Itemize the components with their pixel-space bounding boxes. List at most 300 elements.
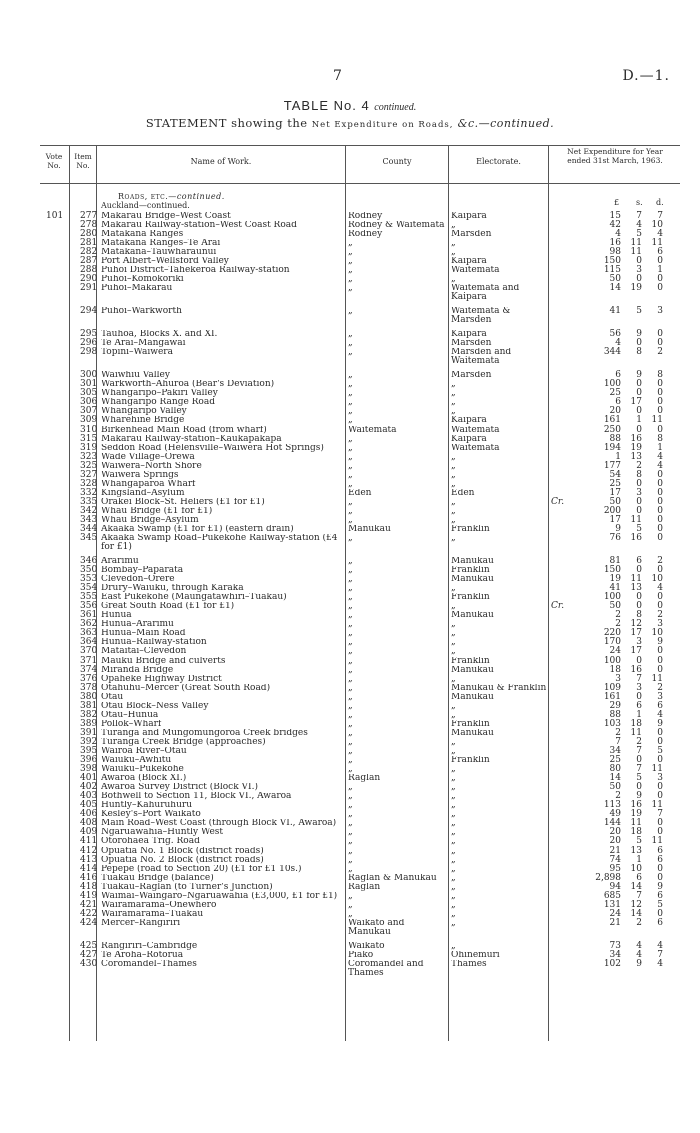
row-shillings: 3 [636, 682, 642, 693]
row-electorate: „ [451, 710, 456, 720]
row-shillings: 3 [636, 637, 642, 648]
table-row [0, 398, 700, 407]
row-electorate: Manukau & Franklin [451, 683, 547, 693]
row-shillings: 17 [630, 646, 642, 657]
row-county: „ [348, 638, 353, 648]
row-shillings: 16 [630, 800, 642, 811]
row-county: „ [348, 602, 353, 612]
row-name-of-work: Opaheke Highway District [101, 674, 222, 684]
row-county: „ [348, 846, 353, 856]
row-item-number: 343 [80, 514, 98, 525]
row-pence: 11 [651, 238, 663, 249]
row-pence: 0 [657, 664, 663, 675]
row-county: „ [348, 307, 353, 317]
row-electorate: Manukau [451, 611, 494, 621]
table-row [0, 901, 700, 910]
row-name-of-work: Pollok–Wharf [101, 719, 162, 729]
table-row [0, 711, 700, 720]
row-pounds: 49 [609, 809, 621, 820]
table-row [0, 248, 700, 257]
row-name-of-work: Kesley's–Port Waikato [101, 810, 201, 820]
table-row [0, 575, 700, 584]
section-heading [118, 192, 225, 201]
row-shillings: 12 [630, 619, 642, 630]
row-county: „ [348, 629, 353, 639]
row-electorate: „ [451, 275, 456, 285]
row-county: „ [348, 339, 353, 349]
row-pence: 6 [657, 247, 663, 258]
row-item-number: 419 [80, 890, 98, 901]
row-county: Raglan & Manukau [348, 873, 437, 883]
row-shillings: 18 [630, 827, 642, 838]
row-shillings: 14 [630, 881, 642, 892]
row-name-of-work: Whangaripo Valley [101, 407, 187, 417]
row-name-of-work: Hunua [101, 611, 132, 621]
table-row [0, 471, 700, 480]
row-shillings: 11 [630, 574, 642, 585]
row-name-of-work: Coromandel–Thames [101, 959, 197, 969]
row-shillings: 7 [636, 745, 642, 756]
table-row [0, 774, 700, 783]
row-pence: 3 [657, 306, 663, 317]
currency-pounds: £ [614, 198, 620, 207]
row-pounds: 115 [603, 265, 621, 276]
row-item-number: 414 [80, 863, 98, 874]
table-row [0, 489, 700, 498]
row-pounds: 25 [609, 478, 621, 489]
row-electorate: Manukau [451, 575, 494, 585]
row-pounds: 56 [609, 329, 621, 340]
header-net-expenditure: Net Expenditure for Year ended 31st March, 1963. [567, 147, 663, 165]
row-name-of-work: Port Albert–Wellsford Valley [101, 257, 229, 267]
row-shillings: 11 [630, 818, 642, 829]
row-name-of-work: Puhoi District–Tahekeroa Railway-station [101, 266, 290, 276]
row-pounds: 25 [609, 755, 621, 766]
row-county: „ [348, 506, 353, 516]
row-county: „ [348, 443, 353, 453]
row-pence: 11 [651, 764, 663, 775]
row-pounds: 41 [609, 583, 621, 594]
row-county: „ [348, 909, 353, 919]
row-name-of-work: Tauhoa, Blocks X. and XI. [101, 330, 218, 340]
row-name-of-work: Puhoi–Komokoriki [101, 275, 184, 285]
row-shillings: 9 [636, 958, 642, 969]
row-pence: 0 [657, 274, 663, 285]
row-pounds: 113 [603, 800, 621, 811]
row-name-of-work: East Pukekohe (Maungatawhiri–Tuakau) [101, 593, 287, 603]
row-pounds: 7 [615, 736, 621, 747]
row-name-of-work: Whangaparoa Wharf [101, 479, 196, 489]
row-electorate: „ [451, 248, 456, 258]
row-county: „ [348, 266, 353, 276]
row-electorate: „ [451, 792, 456, 802]
table-row [0, 480, 700, 489]
row-item-number: 290 [80, 274, 98, 285]
row-item-number: 382 [80, 709, 98, 720]
row-pounds: 94 [609, 881, 621, 892]
row-county: „ [348, 407, 353, 417]
row-pounds: 50 [609, 601, 621, 612]
row-pounds: 17 [609, 487, 621, 498]
row-shillings: 2 [636, 917, 642, 928]
row-electorate: Waitemata & Marsden [451, 307, 511, 326]
row-electorate: „ [451, 221, 456, 231]
row-name-of-work: Waimai–Waingaro–Ngaruawahia (£3,000, £1 for £1) [101, 891, 338, 901]
row-electorate: „ [451, 701, 456, 711]
row-name-of-work: Topini–Waiwera [101, 348, 173, 358]
row-pounds: 73 [609, 940, 621, 951]
row-item-number: 361 [80, 610, 98, 621]
row-shillings: 13 [630, 845, 642, 856]
row-electorate: „ [451, 515, 456, 525]
row-pence: 0 [657, 908, 663, 919]
table-row [0, 593, 700, 602]
table-row [0, 765, 700, 774]
row-shillings: 0 [636, 424, 642, 435]
row-shillings: 17 [630, 628, 642, 639]
row-name-of-work: Drury–Waiuku, through Karaka [101, 584, 244, 594]
row-pence: 6 [657, 890, 663, 901]
row-county: „ [348, 719, 353, 729]
row-county: „ [348, 461, 353, 471]
row-pounds: 150 [603, 565, 621, 576]
row-item-number: 353 [80, 574, 98, 585]
row-pounds: 41 [609, 306, 621, 317]
row-item-number: 409 [80, 827, 98, 838]
row-credit-mark: Cr. [551, 601, 565, 612]
row-electorate: „ [451, 470, 456, 480]
row-item-number: 376 [80, 673, 98, 684]
table-row [0, 657, 700, 666]
row-name-of-work: Whau Bridge (£1 for £1) [101, 506, 213, 516]
row-item-number: 350 [80, 565, 98, 576]
row-pence: 0 [657, 514, 663, 525]
row-name-of-work: Puhoi–Warkworth [101, 307, 182, 317]
row-item-number: 418 [80, 881, 98, 892]
row-shillings: 11 [630, 727, 642, 738]
region-heading: Auckland—continued. [101, 201, 190, 210]
row-pounds: 2,898 [595, 872, 621, 883]
row-name-of-work: Birkenhead Main Road (from wharf) [101, 425, 267, 435]
row-pounds: 161 [603, 691, 621, 702]
row-pounds: 98 [609, 247, 621, 258]
table-row [0, 453, 700, 462]
row-electorate: Waitemata [451, 443, 500, 453]
row-electorate: „ [451, 882, 456, 892]
row-shillings: 7 [636, 211, 642, 221]
row-pounds: 24 [609, 908, 621, 919]
row-name-of-work: Wairamarama–Onewhero [101, 900, 217, 910]
table-row [0, 275, 700, 284]
row-county: „ [348, 515, 353, 525]
row-county: „ [348, 891, 353, 901]
table-row [0, 847, 700, 856]
row-pounds: 25 [609, 388, 621, 399]
row-item-number: 277 [80, 211, 98, 221]
row-shillings: 1 [636, 415, 642, 426]
row-vote-number: 101 [46, 211, 64, 221]
row-name-of-work: Main Road–West Coast (through Block VI., Awaroa) [101, 819, 337, 829]
table-row [0, 702, 700, 711]
row-name-of-work: Whangaripo–Pakiri Valley [101, 389, 218, 399]
row-electorate: „ [451, 801, 456, 811]
row-county: „ [348, 746, 353, 756]
header-item: Item No. [74, 152, 92, 170]
row-pence: 10 [651, 574, 663, 585]
row-county: „ [348, 701, 353, 711]
row-pounds: 102 [603, 958, 621, 969]
row-electorate: „ [451, 774, 456, 784]
row-county: Eden [348, 488, 372, 498]
row-pence: 0 [657, 478, 663, 489]
row-county: Waitemata [348, 425, 397, 435]
row-item-number: 301 [80, 379, 98, 390]
row-shillings: 8 [636, 610, 642, 621]
row-electorate: „ [451, 737, 456, 747]
row-name-of-work: Makarau Railway-station–West Coast Road [101, 221, 297, 231]
row-item-number: 413 [80, 854, 98, 865]
row-pence: 3 [657, 619, 663, 630]
row-name-of-work: Bothwell to Section 11, Block VI., Awaroa [101, 792, 292, 802]
row-electorate: „ [451, 900, 456, 910]
row-item-number: 425 [80, 940, 98, 951]
row-pence: 0 [657, 601, 663, 612]
row-item-number: 408 [80, 818, 98, 829]
row-county: Rodney [348, 212, 383, 221]
table-row [0, 221, 700, 230]
row-county: „ [348, 620, 353, 630]
row-shillings: 10 [630, 863, 642, 874]
row-pounds: 685 [603, 890, 621, 901]
row-electorate: „ [451, 746, 456, 756]
row-county: „ [348, 330, 353, 340]
table-row [0, 371, 700, 380]
row-item-number: 430 [80, 958, 98, 969]
row-shillings: 0 [636, 565, 642, 576]
row-shillings: 16 [630, 533, 642, 544]
row-county: „ [348, 479, 353, 489]
row-pounds: 20 [609, 406, 621, 417]
row-pounds: 2 [615, 619, 621, 630]
row-shillings: 0 [636, 496, 642, 507]
row-pence: 0 [657, 329, 663, 340]
row-pounds: 20 [609, 836, 621, 847]
row-pence: 0 [657, 388, 663, 399]
table-row [0, 951, 700, 960]
table-row [0, 498, 700, 507]
row-name-of-work: Akaaka Swamp Road–Pukekohe Railway-station (£4 for £1) [101, 534, 338, 553]
row-pence: 0 [657, 592, 663, 603]
row-item-number: 306 [80, 397, 98, 408]
row-electorate: Thames [451, 959, 487, 969]
row-county: „ [348, 275, 353, 285]
table-row [0, 828, 700, 837]
table-row [0, 629, 700, 638]
row-item-number: 280 [80, 229, 98, 240]
row-item-number: 354 [80, 583, 98, 594]
row-pence: 0 [657, 736, 663, 747]
row-item-number: 416 [80, 872, 98, 883]
header-county: County [382, 157, 412, 166]
row-item-number: 282 [80, 247, 98, 258]
table-row [0, 507, 700, 516]
row-pence: 0 [657, 406, 663, 417]
row-pounds: 34 [609, 745, 621, 756]
row-item-number: 298 [80, 347, 98, 358]
table-row [0, 284, 700, 304]
table-title-continued: continued. [374, 102, 417, 113]
row-name-of-work: Hunua–Ararimu [101, 620, 174, 630]
table-row [0, 837, 700, 846]
row-county: „ [348, 674, 353, 684]
table-top-rule [40, 145, 680, 146]
row-county: „ [348, 900, 353, 910]
row-item-number: 345 [80, 533, 98, 544]
row-item-number: 278 [80, 220, 98, 231]
row-item-number: 381 [80, 700, 98, 711]
row-shillings: 6 [636, 872, 642, 883]
row-shillings: 5 [636, 229, 642, 240]
row-pence: 7 [657, 809, 663, 820]
row-electorate: „ [451, 389, 456, 399]
row-county: „ [348, 416, 353, 426]
table-row [0, 516, 700, 525]
row-shillings: 6 [636, 556, 642, 566]
row-pence: 6 [657, 917, 663, 928]
table-row [0, 339, 700, 348]
row-pounds: 80 [609, 764, 621, 775]
row-item-number: 287 [80, 256, 98, 267]
table-row [0, 462, 700, 471]
statement-subject: Net Expenditure on Roads, [311, 120, 454, 130]
row-pounds: 18 [609, 664, 621, 675]
row-name-of-work: Hunua–Railway-station [101, 638, 207, 648]
row-electorate: „ [451, 534, 456, 544]
row-county: „ [348, 737, 353, 747]
row-name-of-work: Akaaka Swamp (£1 for £1) (eastern drain) [101, 525, 294, 535]
row-county: „ [348, 647, 353, 657]
row-item-number: 374 [80, 664, 98, 675]
row-county: „ [348, 348, 353, 358]
table-row [0, 307, 700, 327]
row-item-number: 411 [80, 836, 98, 847]
table-row [0, 819, 700, 828]
row-name-of-work: Te Aroha–Rotorua [101, 950, 184, 960]
row-pence: 3 [657, 691, 663, 702]
table-title [0, 98, 700, 113]
row-pence: 8 [657, 370, 663, 381]
row-pounds: 14 [609, 773, 621, 784]
row-item-number: 332 [80, 487, 98, 498]
row-item-number: 396 [80, 755, 98, 766]
table-row [0, 942, 700, 951]
row-shillings: 3 [636, 487, 642, 498]
row-name-of-work: Clevedon–Orere [101, 575, 175, 585]
table-row [0, 257, 700, 266]
table-row [0, 810, 700, 819]
row-pence: 7 [657, 211, 663, 221]
row-pounds: 16 [609, 238, 621, 249]
row-pence: 0 [657, 655, 663, 666]
row-shillings: 0 [636, 406, 642, 417]
row-shillings: 2 [636, 460, 642, 471]
table-row [0, 647, 700, 656]
row-county: Waikato and Manukau [348, 918, 405, 937]
row-pounds: 161 [603, 415, 621, 426]
row-item-number: 371 [80, 655, 98, 666]
row-shillings: 3 [636, 265, 642, 276]
table-row [0, 738, 700, 747]
row-name-of-work: Waiuku–Pukekohe [101, 765, 184, 775]
row-pence: 0 [657, 827, 663, 838]
row-shillings: 5 [636, 524, 642, 535]
row-shillings: 4 [636, 220, 642, 231]
row-shillings: 5 [636, 836, 642, 847]
row-electorate: „ [451, 941, 456, 951]
row-name-of-work: Otau–Hunua [101, 710, 159, 720]
table-row [0, 348, 700, 368]
table-row [0, 212, 700, 221]
row-name-of-work: Awaroa (Block XI.) [101, 774, 187, 784]
row-electorate: „ [451, 828, 456, 838]
table-row [0, 666, 700, 675]
row-pounds: 200 [603, 505, 621, 516]
row-pounds: 170 [603, 637, 621, 648]
row-pounds: 1 [615, 451, 621, 462]
row-pence: 4 [657, 583, 663, 594]
row-name-of-work: Waiwera–North Shore [101, 461, 202, 471]
row-pounds: 34 [609, 949, 621, 960]
row-electorate: Franklin [451, 656, 490, 666]
row-name-of-work: Otau [101, 692, 124, 702]
row-pounds: 76 [609, 533, 621, 544]
row-name-of-work: Awaroa Survey District (Block VI.) [101, 783, 258, 793]
row-pence: 0 [657, 505, 663, 516]
row-shillings: 13 [630, 583, 642, 594]
table-row [0, 919, 700, 939]
row-name-of-work: Bombay–Paparata [101, 566, 184, 576]
row-county: „ [348, 864, 353, 874]
row-item-number: 422 [80, 908, 98, 919]
row-item-number: 323 [80, 451, 98, 462]
row-electorate: Kaipara [451, 416, 487, 426]
row-name-of-work: Makarau Railway-station–Kaukapakapa [101, 434, 282, 444]
row-item-number: 370 [80, 646, 98, 657]
statement-prefix: STATEMENT showing the [145, 116, 308, 130]
row-county: „ [348, 239, 353, 249]
row-county: „ [348, 398, 353, 408]
row-pence: 3 [657, 773, 663, 784]
row-item-number: 398 [80, 764, 98, 775]
table-row [0, 638, 700, 647]
row-county: Piako [348, 950, 374, 960]
row-pounds: 2 [615, 791, 621, 802]
row-pence: 9 [657, 637, 663, 648]
row-shillings: 2 [636, 736, 642, 747]
row-item-number: 335 [80, 496, 98, 507]
row-pence: 0 [657, 872, 663, 883]
table-row [0, 720, 700, 729]
row-shillings: 9 [636, 370, 642, 381]
row-pence: 11 [651, 800, 663, 811]
row-electorate: Marsden [451, 230, 492, 240]
row-pence: 0 [657, 565, 663, 576]
table-row [0, 874, 700, 883]
row-pence: 2 [657, 347, 663, 358]
row-electorate: Manukau [451, 692, 494, 702]
table-row [0, 856, 700, 865]
row-pence: 4 [657, 709, 663, 720]
